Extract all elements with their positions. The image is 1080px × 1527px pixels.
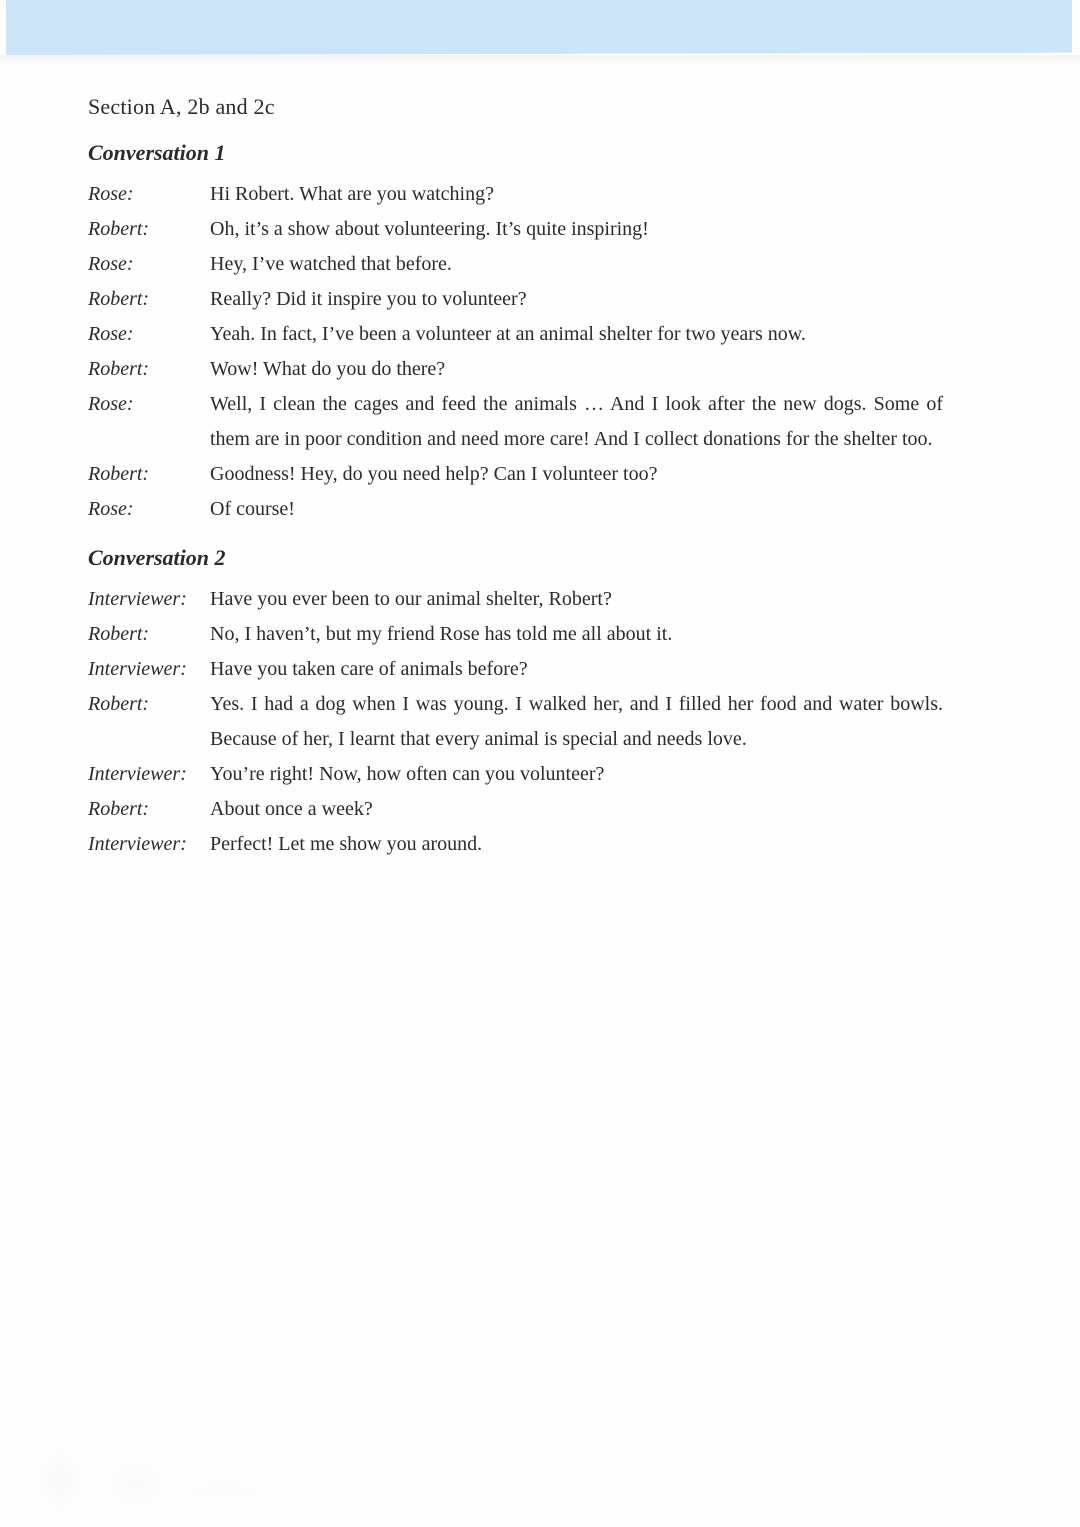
speaker-label: Robert: — [88, 358, 150, 380]
conversation-2-title: Conversation 2 — [88, 545, 226, 570]
speaker-label: Rose: — [88, 498, 134, 520]
speaker-label: Rose: — [88, 323, 134, 345]
section-title: Section A, 2b and 2c — [88, 94, 275, 119]
scan-artifact-watermark — [15, 1435, 315, 1520]
dialogue-text: Of course! — [210, 498, 295, 520]
dialogue-text: Yes. I had a dog when I was young. I walked her, and I filled her food and water bowls. Because of her, I learnt that every animal is special and needs love. — [210, 693, 943, 750]
speaker-label: Rose: — [88, 253, 134, 275]
dialogue-line — [88, 827, 943, 862]
speaker-label: Interviewer: — [88, 763, 187, 785]
dialogue-text: About once a week? — [210, 798, 373, 820]
dialogue-line — [88, 352, 943, 387]
dialogue-line — [88, 387, 943, 457]
page-header-band — [6, 0, 1072, 55]
dialogue-line — [88, 212, 943, 247]
dialogue-line — [88, 247, 943, 282]
dialogue-line — [88, 317, 943, 352]
dialogue-line — [88, 492, 943, 527]
scan-shadow-divider — [0, 55, 1080, 65]
speaker-label: Interviewer: — [88, 588, 187, 610]
dialogue-line — [88, 177, 943, 212]
speaker-label: Interviewer: — [88, 658, 187, 680]
dialogue-text: Have you taken care of animals before? — [210, 658, 528, 680]
speaker-label: Robert: — [88, 463, 150, 485]
dialogue-line — [88, 792, 943, 827]
dialogue-text: Yeah. In fact, I’ve been a volunteer at an animal shelter for two years now. — [210, 323, 806, 345]
dialogue-line — [88, 617, 943, 652]
page-content — [88, 92, 943, 862]
dialogue-text: Well, I clean the cages and feed the animals … And I look after the new dogs. Some of them are in poor condition and need more care! And I collect donations for the shelter too. — [210, 393, 943, 450]
dialogue-text: Have you ever been to our animal shelter, Robert? — [210, 588, 612, 610]
dialogue-line — [88, 652, 943, 687]
dialogue-line — [88, 457, 943, 492]
dialogue-text: Goodness! Hey, do you need help? Can I volunteer too? — [210, 463, 658, 485]
dialogue-text: You’re right! Now, how often can you volunteer? — [210, 763, 605, 785]
speaker-label: Robert: — [88, 218, 150, 240]
speaker-label: Rose: — [88, 393, 134, 415]
dialogue-text: No, I haven’t, but my friend Rose has told me all about it. — [210, 623, 673, 645]
conversation-1-title: Conversation 1 — [88, 140, 226, 165]
speaker-label: Robert: — [88, 798, 150, 820]
dialogue-text: Hi Robert. What are you watching? — [210, 183, 494, 205]
speaker-label: Rose: — [88, 183, 134, 205]
dialogue-line — [88, 687, 943, 757]
dialogue-text: Oh, it’s a show about volunteering. It’s quite inspiring! — [210, 218, 649, 240]
dialogue-line — [88, 282, 943, 317]
dialogue-text: Wow! What do you do there? — [210, 358, 446, 380]
speaker-label: Interviewer: — [88, 833, 187, 855]
dialogue-line — [88, 582, 943, 617]
dialogue-text: Perfect! Let me show you around. — [210, 833, 483, 855]
dialogue-line — [88, 757, 943, 792]
dialogue-text: Hey, I’ve watched that before. — [210, 253, 452, 275]
speaker-label: Robert: — [88, 693, 150, 715]
speaker-label: Robert: — [88, 288, 150, 310]
speaker-label: Robert: — [88, 623, 150, 645]
dialogue-text: Really? Did it inspire you to volunteer? — [210, 288, 527, 310]
